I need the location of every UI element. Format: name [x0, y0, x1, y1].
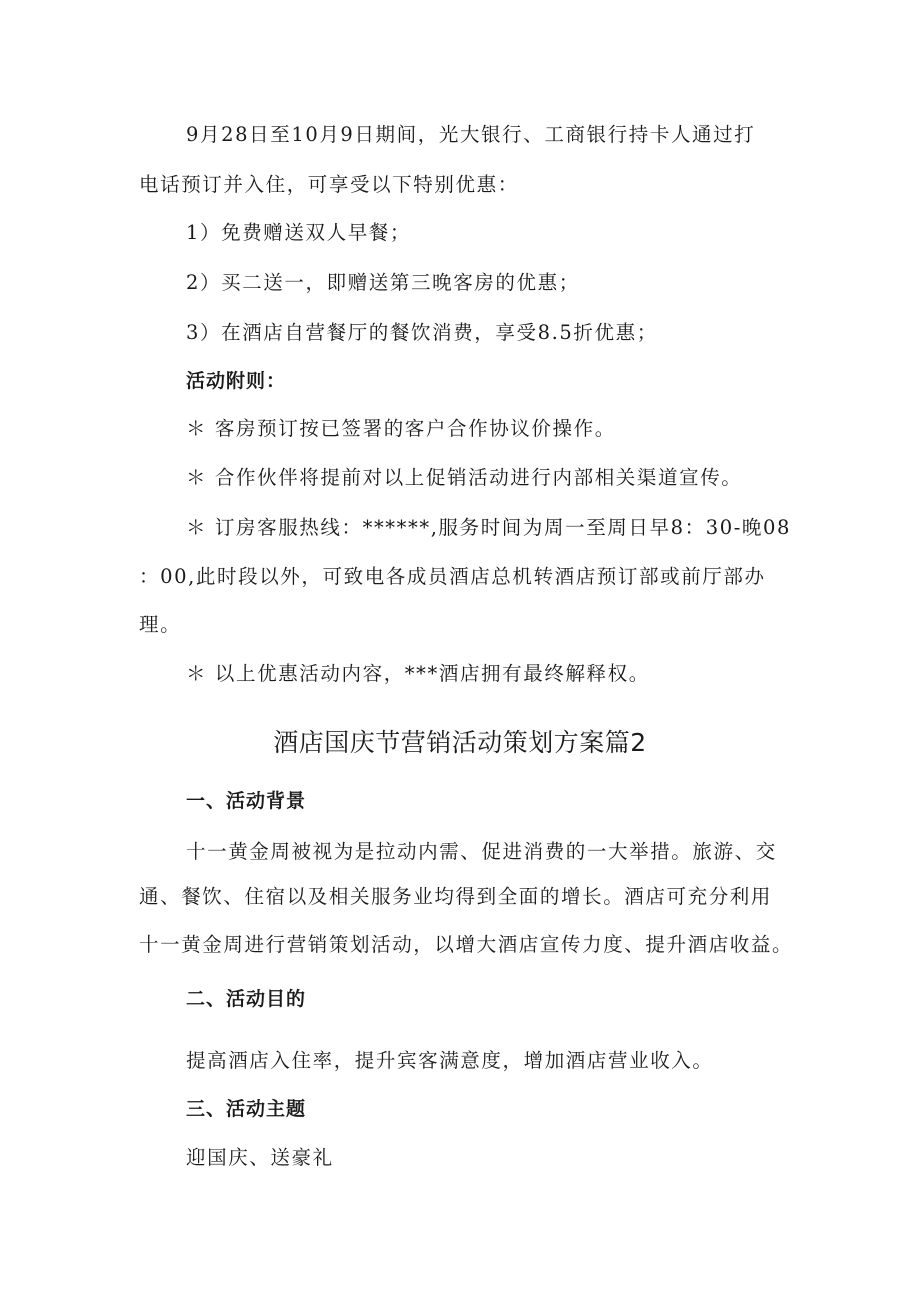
offer-intro-line-1: 9月28日至10月9日期间，光大银行、工商银行持卡人通过打	[186, 123, 756, 146]
offer-item-1: 1）免费赠送双人早餐；	[186, 221, 412, 244]
background-line-2: 通、餐饮、住宿以及相关服务业均得到全面的增长。酒店可充分利用	[139, 885, 773, 908]
rule-item-4: ＊ 以上优惠活动内容，***酒店拥有最终解释权。	[186, 662, 650, 685]
rules-heading: 活动附则：	[186, 370, 287, 392]
purpose-text: 提高酒店入住率，提升宾客满意度，增加酒店营业收入。	[186, 1049, 714, 1072]
offer-item-3: 3）在酒店自营餐厅的餐饮消费，享受8.5折优惠；	[186, 321, 658, 344]
rule-item-3-end: 理。	[139, 613, 182, 636]
offer-item-2: 2）买二送一，即赠送第三晚客房的优惠；	[186, 271, 580, 294]
rule-item-1: ＊ 客房预订按已签署的客户合作协议价操作。	[186, 417, 616, 440]
section-title: 酒店国庆节营销活动策划方案篇2	[273, 728, 647, 757]
rule-item-2: ＊ 合作伙伴将提前对以上促销活动进行内部相关渠道宣传。	[186, 466, 743, 489]
background-line-3: 十一黄金周进行营销策划活动，以增大酒店宣传力度、提升酒店收益。	[139, 933, 794, 956]
purpose-heading: 二、活动目的	[186, 988, 307, 1010]
theme-text: 迎国庆、送豪礼	[186, 1146, 334, 1169]
offer-intro-line-2: 电话预订并入住，可享受以下特别优惠：	[139, 173, 519, 196]
theme-heading: 三、活动主题	[186, 1098, 307, 1120]
rule-item-3-cont: ：00,此时段以外，可致电各成员酒店总机转酒店预订部或前厅部办	[139, 565, 766, 588]
rule-item-3: ＊ 订房客服热线：******,服务时间为周一至周日早8：30-晚08	[186, 516, 792, 539]
background-line-1: 十一黄金周被视为是拉动内需、促进消费的一大举措。旅游、交	[186, 840, 777, 863]
background-heading: 一、活动背景	[186, 790, 307, 812]
